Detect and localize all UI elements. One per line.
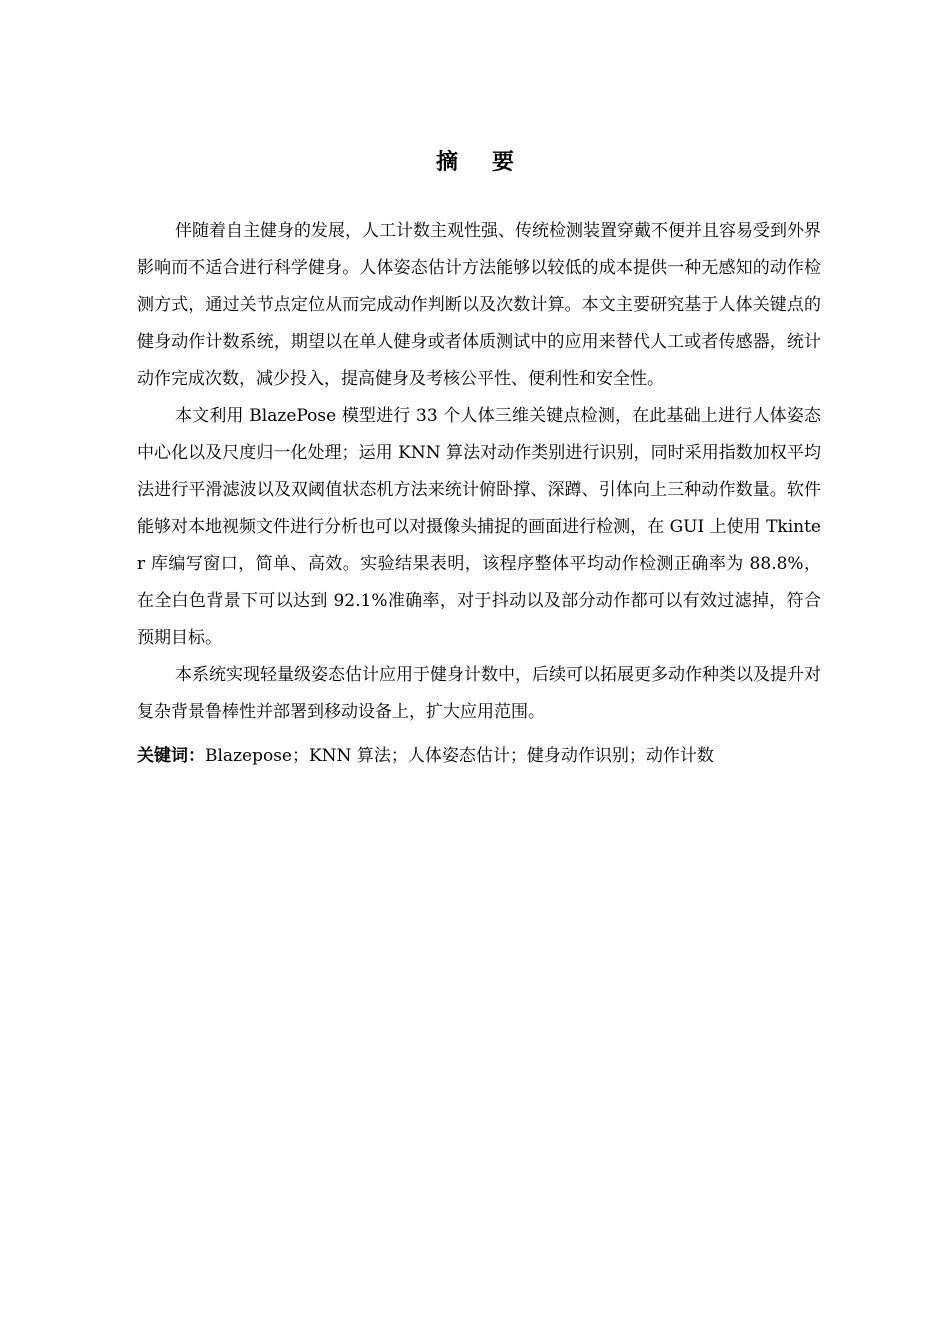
- keywords-line: [137, 741, 821, 771]
- abstract-paragraph-1: 伴随着自主健身的发展，人工计数主观性强、传统检测装置穿戴不便并且容易受到外界影响而不适合进行科学健身。人体姿态估计方法能够以较低的成本提供一种无感知的动作检测方式，通过关节点定位从而完成动作判断以及次数计算。本文主要研究基于人体关键点的健身动作计数系统，期望以在单人健身或者体质测试中的应用来替代人工或者传感器，统计动作完成次数，减少投入，提高健身及考核公平性、便利性和安全性。: [137, 221, 821, 389]
- abstract-body: [137, 213, 821, 771]
- abstract-title-char-1: 摘: [435, 150, 458, 175]
- keywords-text: Blazepose；KNN 算法；人体姿态估计；健身动作识别；动作计数: [205, 746, 714, 766]
- keywords-label: 关键词：: [137, 746, 205, 766]
- abstract-title: [0, 146, 950, 180]
- abstract-paragraph-3: 本系统实现轻量级姿态估计应用于健身计数中，后续可以拓展更多动作种类以及提升对复杂背景鲁棒性并部署到移动设备上，扩大应用范围。: [137, 665, 821, 722]
- abstract-paragraph-2: 本文利用 BlazePose 模型进行 33 个人体三维关键点检测，在此基础上进行人体姿态中心化以及尺度归一化处理；运用 KNN 算法对动作类别进行识别，同时采用指数加权平均法进行平滑滤波以及双阈值状态机方法来统计俯卧撑、深蹲、引体向上三种动作数量。软件能够对本地视频文件进行分析也可以对摄像头捕捉的画面进行检测，在 GUI 上使用 Tkinter 库编写窗口，简单、高效。实验结果表明，该程序整体平均动作检测正确率为 88.8%，在全白色背景下可以达到 92.1%准确率，对于抖动以及部分动作都可以有效过滤掉，符合预期目标。: [137, 406, 821, 648]
- abstract-title-char-2: 要: [492, 150, 515, 175]
